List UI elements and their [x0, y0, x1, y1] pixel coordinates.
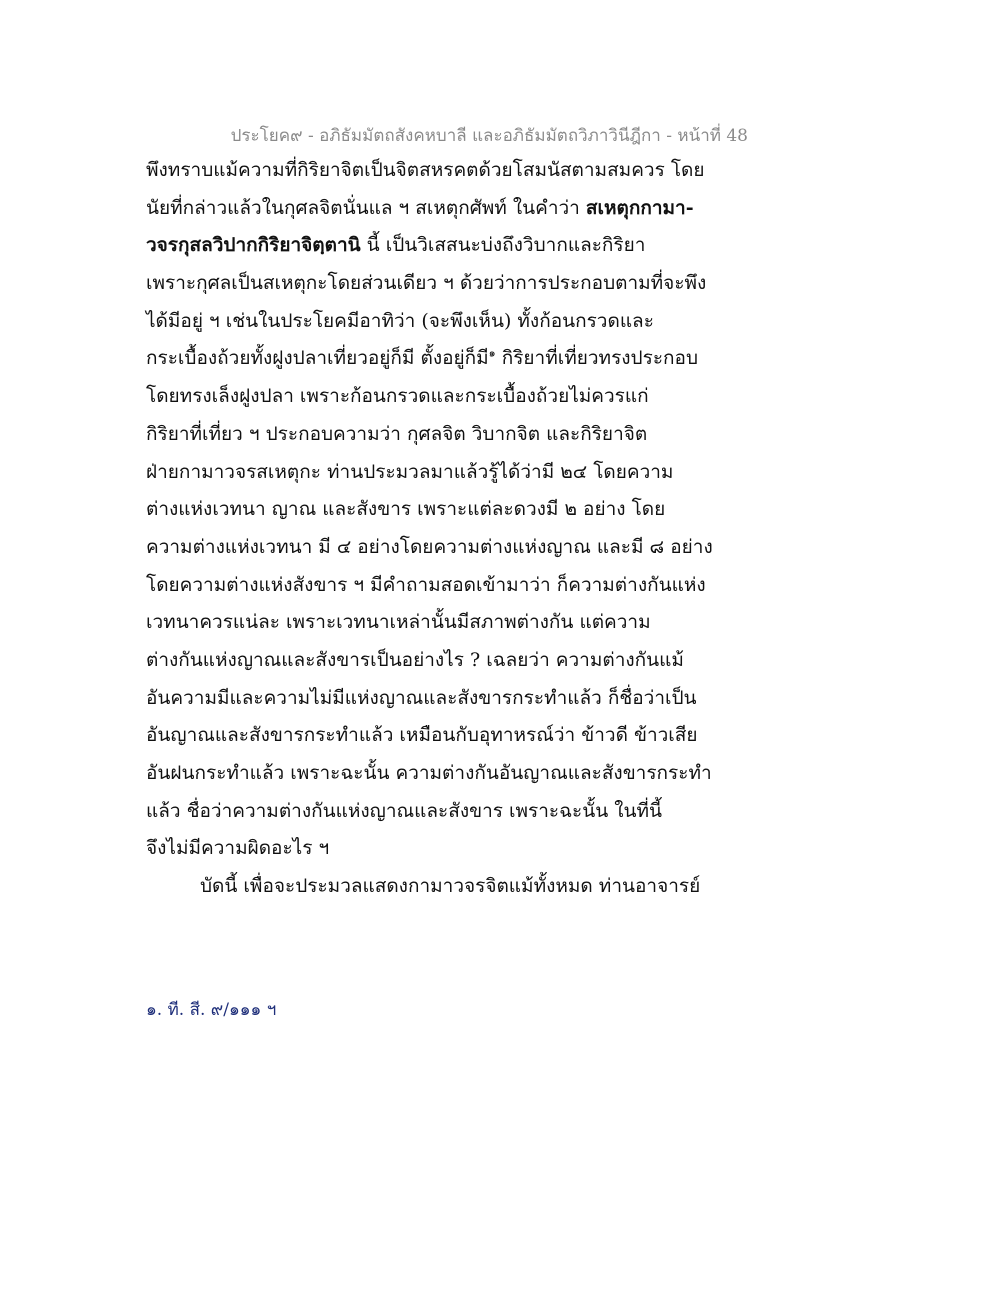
text-line: อันความมีและความไม่มีแห่งญาณและสังขารกระทำแล้ว ก็ชื่อว่าเป็น: [146, 686, 697, 709]
text-line: พึงทราบแม้ความที่กิริยาจิตเป็นจิตสหรคตด้วยโสมนัสตามสมควร โดย: [146, 159, 705, 181]
text-line: [146, 227, 746, 265]
body-text: [146, 152, 746, 906]
running-header: ประโยค๙ - อภิธัมมัตถสังคหบาลี และอภิธัมมัตถวิภาวินีฎีกา - หน้าที่ 48: [230, 126, 748, 146]
text-line: เพราะกุศลเป็นสเหตุกะโดยส่วนเดียว ฯ ด้วยว่าการประกอบตามที่จะพึง: [146, 272, 707, 295]
footnote: ๑. ที. สี. ๙/๑๑๑ ฯ: [146, 1000, 277, 1020]
text-line: ความต่างแห่งเวทนา มี ๔ อย่างโดยความต่างแห่งญาณ และมี ๘ อย่าง: [146, 535, 713, 558]
text-line-indented: บัดนี้ เพื่อจะประมวลแสดงกามาวจรจิตแม้ทั้งหมด ท่านอาจารย์: [200, 875, 701, 898]
text-span: นัยที่กล่าวแล้วในกุศลจิตนั่นแล ฯ สเหตุกศัพท์ ในคำว่า: [146, 196, 586, 219]
text-line: โดยทรงเล็งฝูงปลา เพราะก้อนกรวดและกระเบื้องถ้วยไม่ควรแก่: [146, 385, 649, 408]
text-line: กิริยาที่เที่ยว ฯ ประกอบความว่า กุศลจิต วิบากจิต และกิริยาจิต: [146, 422, 648, 445]
text-span: กระเบื้องถ้วยทั้งฝูงปลาเที่ยวอยู่ก็มี ตั้งอยู่ก็มี: [146, 347, 489, 370]
text-line: โดยความต่างแห่งสังขาร ฯ มีคำถามสอดเข้ามาว่า ก็ความต่างกันแห่ง: [146, 573, 706, 596]
text-span: นี้ เป็นวิเสสนะบ่งถึงวิบากและกิริยา: [360, 234, 646, 257]
text-line: [146, 190, 746, 228]
text-line: อันฝนกระทำแล้ว เพราะฉะนั้น ความต่างกันอันญาณและสังขารกระทำ: [146, 762, 712, 784]
text-line: จึงไม่มีความผิดอะไร ฯ: [146, 837, 330, 860]
text-line: ต่างแห่งเวทนา ญาณ และสังขาร เพราะแต่ละดวงมี ๒ อย่าง โดย: [146, 498, 666, 521]
text-line: เวทนาควรแน่ละ เพราะเวทนาเหล่านั้นมีสภาพต่างกัน แต่ความ: [146, 611, 651, 634]
text-line: ได้มีอยู่ ฯ เช่นในประโยคมีอาทิว่า (จะพึงเห็น) ทั้งก้อนกรวดและ: [146, 309, 654, 332]
text-line: แล้ว ชื่อว่าความต่างกันแห่งญาณและสังขาร เพราะฉะนั้น ในที่นี้: [146, 799, 663, 822]
text-line: ต่างกันแห่งญาณและสังขารเป็นอย่างไร ? เฉลยว่า ความต่างกันแม้: [146, 648, 684, 671]
text-line: ฝ่ายกามาวจรสเหตุกะ ท่านประมวลมาแล้วรู้ได้ว่ามี ๒๔ โดยความ: [146, 460, 674, 483]
bold-term: สเหตุกกามา-: [585, 196, 694, 219]
footnote-marker: ๑: [488, 347, 496, 361]
text-line: [146, 340, 746, 378]
bold-term: วจรกุสลวิปากกิริยาจิตฺตานิ: [146, 234, 361, 257]
text-span: กิริยาที่เที่ยวทรงประกอบ: [495, 347, 699, 370]
text-line: อันญาณและสังขารกระทำแล้ว เหมือนกับอุทาหรณ์ว่า ข้าวดี ข้าวเสีย: [146, 724, 698, 747]
